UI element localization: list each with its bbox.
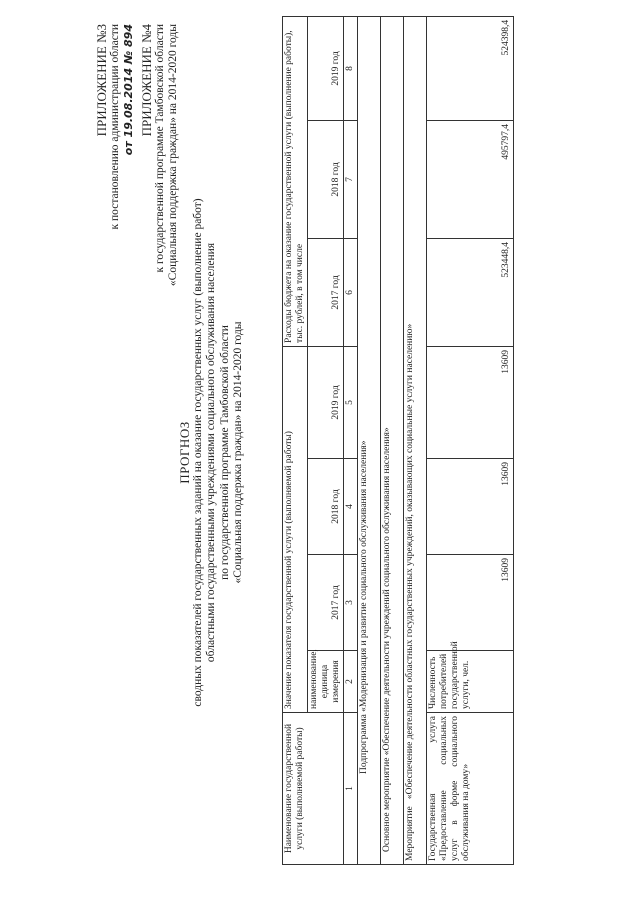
header-year: 2017 год [308,555,344,651]
column-number: 7 [344,120,358,238]
main-event-label: Основное мероприятие [382,757,392,852]
title-line2: областными государственными учреждениями социального обслуживания населения [205,242,217,663]
indicator-name-cell: Численность потребителей государственной услуги, чел. [427,651,514,713]
title-line3: по государственной программе Тамбовской области [218,325,231,580]
program-reference-line2: «Социальная поддержка граждан» на 2014-2020 годы [167,24,179,287]
event-label: Мероприятие [405,806,415,861]
program-reference-line1: к государственной программе Тамбовской области [154,24,166,273]
column-number: 5 [344,346,358,458]
appendix-4-label: ПРИЛОЖЕНИЕ №4 [139,24,154,137]
service-name-cell: Государственная услуга «Предоставление социальных услуг в форме социального обслуживания на дому» [427,713,514,865]
column-number: 4 [344,459,358,555]
column-number: 8 [344,16,358,120]
decree-reference: к постановлению администрации области [109,24,121,230]
value-2017-cell: 13609 [427,555,514,651]
column-number: 2 [344,651,358,713]
subprogram-row: Подпрограмма «Модернизация и развитие социального обслуживания населения» [358,16,381,864]
main-event-text: «Обеспечение деятельности учреждений социального обслуживания населения» [382,427,392,756]
event-row [404,16,427,864]
header-indicator-name: наименование, единица измерения [308,651,344,713]
document-title [178,0,246,905]
header-budget-group: Расходы бюджета на оказание государственной услуги (выполнение работы), тыс. рублей, в том числе [283,16,308,346]
title-line1: сводных показателей государственных заданий на оказание государственных услуг (выполнение работ) [191,198,204,707]
header-year: 2019 год [308,346,344,458]
header-year: 2018 год [308,120,344,238]
appendix-3-label: ПРИЛОЖЕНИЕ №3 [94,24,109,137]
header-indicator-group: Значение показателя государственной услуги (выполняемой работы) [283,346,308,712]
header-year: 2018 год [308,459,344,555]
column-number: 6 [344,238,358,346]
table-row [427,16,514,864]
decree-date-handwritten: от 19.08.2014 № 894 [122,24,135,156]
event-text: «Обеспечение деятельности областных государственных учреждений, оказывающих социальные услуги населению» [405,323,415,800]
value-2018-cell: 13609 [427,459,514,555]
title-line4: «Социальная поддержка граждан» на 2014-2020 годы [232,321,244,584]
appendix-header [94,24,180,286]
column-number: 3 [344,555,358,651]
forecast-table [282,16,514,865]
budget-2018-cell: 495797,4 [427,120,514,238]
header-year: 2017 год [308,238,344,346]
title-main: ПРОГНОЗ [177,421,192,484]
value-2019-cell: 13609 [427,346,514,458]
header-service-name: Наименование государственной услуги (выполняемой работы) [283,713,344,865]
budget-2017-cell: 523448,4 [427,238,514,346]
header-year: 2019 год [308,16,344,120]
column-number: 1 [344,713,358,865]
main-event-row [381,16,404,864]
budget-2019-cell: 524398,4 [427,16,514,120]
